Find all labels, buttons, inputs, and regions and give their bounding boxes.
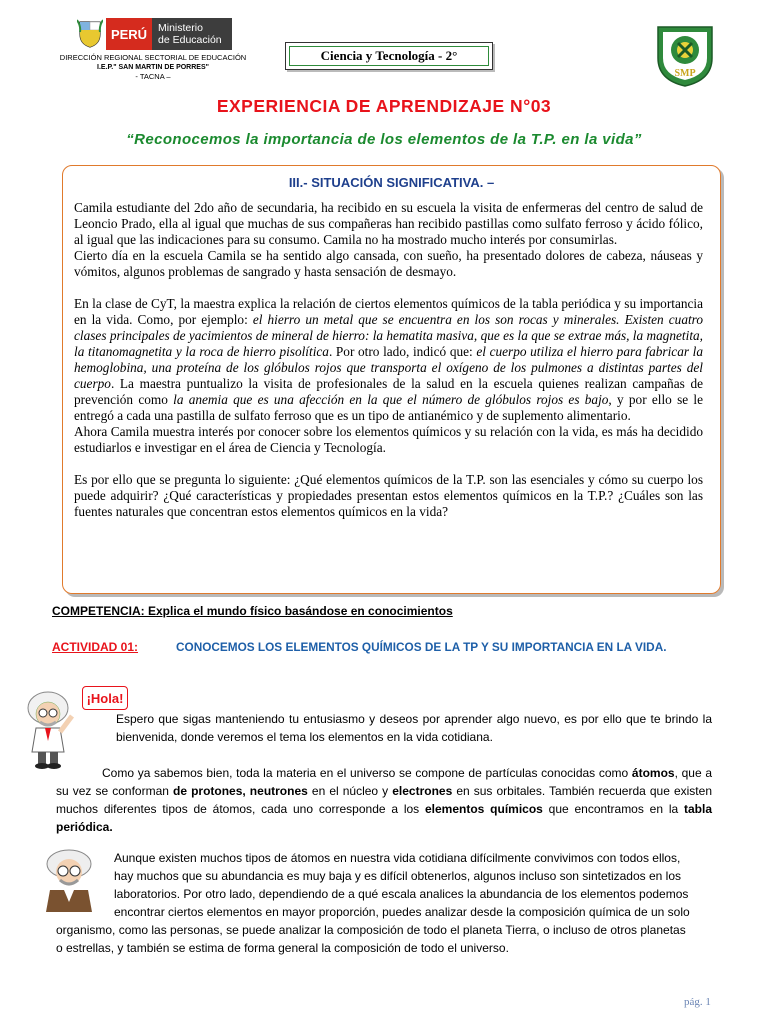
page-number: pág. 1 <box>684 996 711 1008</box>
atoms-paragraph <box>56 764 712 836</box>
situation-paragraph-4: Ahora Camila muestra interés por conocer sobre los elementos químicos y su relación con la vida, es más ha decidido estudiarlos e investigar en el área de Ciencia y Tecnología. <box>74 424 703 455</box>
page-title: EXPERIENCIA DE APRENDIZAJE N°03 <box>216 96 552 116</box>
p3-text-a: En la clase de CyT, la maestra explica la relación de ciertos elementos químicos de la tabla periódica y su importancia en la vida. Como, por ejemplo: <box>74 296 703 327</box>
p3-text-c: . Por otro lado, indicó que: <box>328 344 477 359</box>
peru-coat-of-arms-icon <box>77 18 103 48</box>
situation-heading: III.- SITUACIÓN SIGNIFICATIVA. – <box>288 175 495 190</box>
school-name: I.E.P." SAN MARTIN DE PORRES" <box>97 64 209 71</box>
dre-name: DIRECCIÓN REGIONAL SECTORIAL DE EDUCACIÓN <box>59 53 247 62</box>
p3-text-g: , y por ello se le entregó a cada una pastilla de sulfato ferroso que es un tipo de antianémico y de suplemento alimentario. <box>74 392 703 423</box>
intro-paragraph: Espero que sigas manteniendo tu entusiasmo y deseos por aprender algo nuevo, es por ello que te brindo la bienvenida, donde veremos el tema los elementos en la vida cotidiana. <box>116 712 712 744</box>
situation-paragraph-2: Cierto día en la escuela Camila se ha sentido algo cansada, con sueño, ha presentado dolores de cabeza, náuseas y vómitos, algunos problemas de sangrado y hasta sensación de desmayo. <box>74 248 703 279</box>
hola-text: ¡Hola! <box>86 690 124 706</box>
school-emblem-icon <box>654 24 716 88</box>
abundance-line-4: encontrar ciertos elementos en mayor proporción, puedes analizar desde la composición química de un solo <box>114 905 690 919</box>
course-badge <box>285 42 493 70</box>
atoms-bold-atomos: átomos <box>631 766 675 780</box>
abundance-line-3: laboratorios. Por otro lado, dependiendo de a qué escala analices la abundancia de los elementos podemos <box>114 887 689 901</box>
school-emblem-text: SMP <box>674 68 696 79</box>
p3-italic-iron: el hierro un metal que se encuentra en los son rocas y minerales. Existen cuatro clases principales de yacimientos de mineral de hierro: la hematita masiva, que es la que se extrae más, la magnetita, la titanomagnetita y la roca de hierro pisolítica <box>74 312 703 359</box>
competencia-heading: COMPETENCIA: Explica el mundo físico basándose en conocimientos <box>52 604 453 618</box>
situation-paragraph-5: Es por ello que se pregunta lo siguiente: ¿Qué elementos químicos de la T.P. son las esenciales y cómo su cuerpo los puede adquirir? ¿Qué características y propiedades presentan estos elementos químicos en la T.P.? ¿Cuáles son las fuentes naturales que concentran estos elementos químicos en la vida? <box>74 472 703 519</box>
p3-italic-hemoglobin: el cuerpo utiliza el hierro para fabricar la hemoglobina, una proteína de los glóbulos rojos que transporta el oxígeno de los pulmones a distintas partes del cuerpo <box>74 344 703 391</box>
atoms-text-a: Como ya sabemos bien, toda la materia en el universo se compone de partículas conocidas como <box>102 766 632 780</box>
ministerio-line1: Ministerio <box>158 22 203 34</box>
peru-logo <box>106 18 152 50</box>
abundance-line-6: o estrellas, y también se estima de forma general la composición de todo el universo. <box>56 941 509 955</box>
ministerio-line2: de Educación <box>158 34 222 46</box>
atoms-text-g: en sus orbitales. También recuerda que existen muchos diferentes tipos de átomos, cada uno corresponde a los <box>56 784 712 816</box>
atoms-bold-elementos: elementos químicos <box>425 802 543 816</box>
situation-text <box>74 200 703 520</box>
peru-logo-text: PERÚ <box>110 26 148 42</box>
atoms-text-e: en el núcleo y <box>307 784 393 798</box>
ministerio-logo <box>152 18 232 50</box>
atoms-bold-tabla: tabla periódica. <box>56 802 712 834</box>
abundance-line-2: hay muchos que su abundancia es muy baja y es difícil obtenerlos, algunos incluso son sintetizados en los <box>114 869 682 883</box>
situation-paragraph-3 <box>74 296 703 424</box>
situation-paragraph-1: Camila estudiante del 2do año de secundaria, ha recibido en su escuela la visita de enfermeras del centro de salud de Leoncio Prado, ella al igual que muchas de sus compañeras han recibido pastillas como sulfato ferroso y ácido fólico, al igual que las indicaciones para su consumo. Camila no ha mostrado mucho interés por consumirlas. <box>74 200 703 247</box>
abundance-paragraph <box>56 849 712 957</box>
abundance-line-1: Aunque existen muchos tipos de átomos en nuestra vida cotidiana difícilmente convivimos con todos ellos, <box>114 851 681 865</box>
page-subtitle: “Reconocemos la importancia de los elementos de la T.P. en la vida” <box>126 131 642 148</box>
abundance-line-5: organismo, como las personas, se puede analizar la composición de todo el planeta Tierra, o incluso de otros planetas <box>56 923 686 937</box>
atoms-bold-protones: de protones, neutrones <box>173 784 308 798</box>
course-label: Ciencia y Tecnología - 2° <box>320 48 458 63</box>
city-name: - TACNA – <box>135 72 171 81</box>
actividad-title: CONOCEMOS LOS ELEMENTOS QUÍMICOS DE LA TP Y SU IMPORTANCIA EN LA VIDA. <box>176 640 667 654</box>
actividad-label: ACTIVIDAD 01: <box>52 640 139 654</box>
atoms-text-i: que encontramos en la <box>542 802 684 816</box>
p3-text-e: . La maestra puntualizo la visita de profesionales de la salud en la escuela quienes realizan campañas de prevención como <box>74 376 703 407</box>
situation-box <box>62 165 721 594</box>
institution-info <box>48 53 258 81</box>
atoms-bold-electrones: electrones <box>392 784 453 798</box>
hola-speech-bubble <box>82 686 128 710</box>
p3-italic-anemia: la anemia que es una afección en la que el número de glóbulos rojos es bajo <box>173 392 609 407</box>
atoms-text-c: , que a su vez se conforman <box>56 766 712 798</box>
